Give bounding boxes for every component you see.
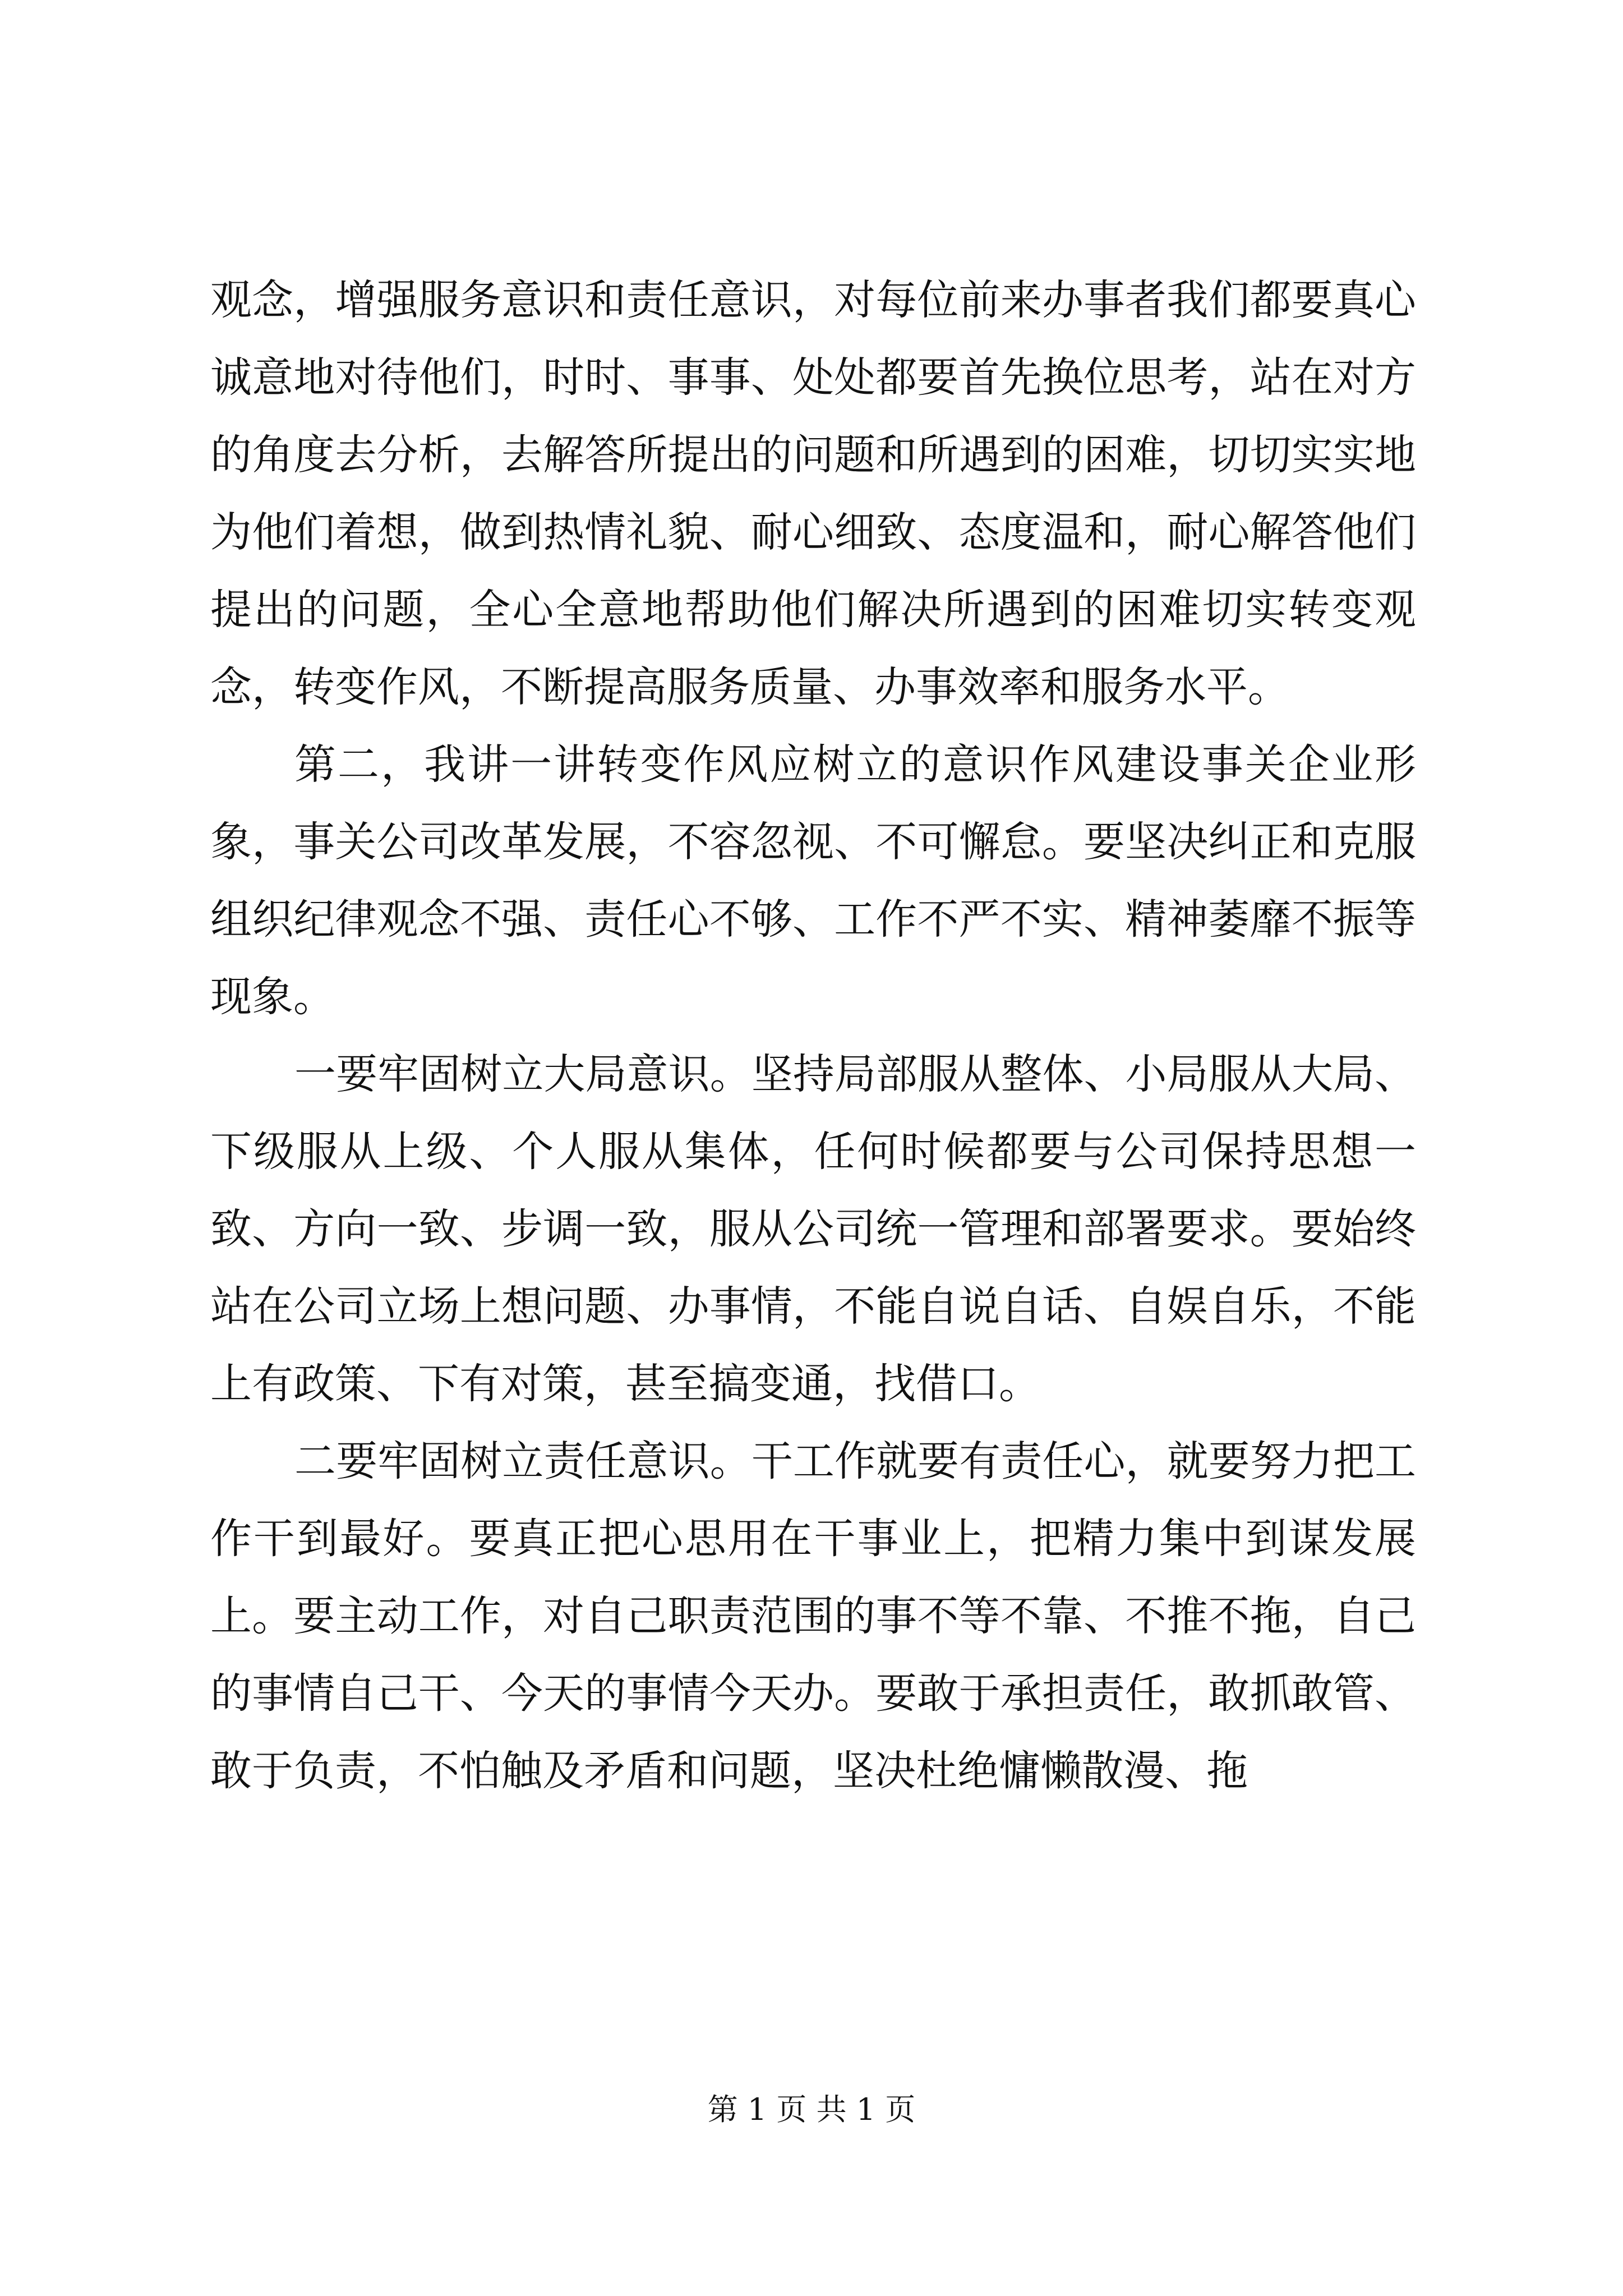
page-footer: 第 1 页 共 1 页 bbox=[707, 2092, 916, 2127]
paragraph-overall-awareness: 一要牢固树立大局意识。坚持局部服从整体、小局服从大局、下级服从上级、个人服从集体，任何时候都要与公司保持思想一致、方向一致、步调一致，服从公司统一管理和部署要求。要始终站在公司立场上想问题、办事情，不能自说自话、自娱自乐，不能上有政策、下有对策，甚至搞变通，找借口。 bbox=[210, 1050, 1416, 1408]
document-body bbox=[210, 261, 1416, 1810]
paragraph-second-point: 第二，我讲一讲转变作风应树立的意识作风建设事关企业形象，事关公司改革发展，不容忽视、不可懈怠。要坚决纠正和克服组织纪律观念不强、责任心不够、工作不严不实、精神萎靡不振等现象。 bbox=[210, 740, 1416, 1021]
paragraph-continuation: 观念，增强服务意识和责任意识，对每位前来办事者我们都要真心诚意地对待他们，时时、事事、处处都要首先换位思考，站在对方的角度去分析，去解答所提出的问题和所遇到的困难，切切实实地为他们着想，做到热情礼貌、耐心细致、态度温和，耐心解答他们提出的问题，全心全意地帮助他们解决所遇到的困难切实转变观念，转变作风，不断提高服务质量、办事效率和服务水平。 bbox=[210, 276, 1416, 711]
paragraph-responsibility-awareness: 二要牢固树立责任意识。干工作就要有责任心，就要努力把工作干到最好。要真正把心思用在干事业上，把精力集中到谋发展上。要主动工作，对自己职责范围的事不等不靠、不推不拖，自己的事情自己干、今天的事情今天办。要敢于承担责任，敢抓敢管、敢于负责，不怕触及矛盾和问题，坚决杜绝慵懒散漫、拖 bbox=[210, 1437, 1416, 1795]
